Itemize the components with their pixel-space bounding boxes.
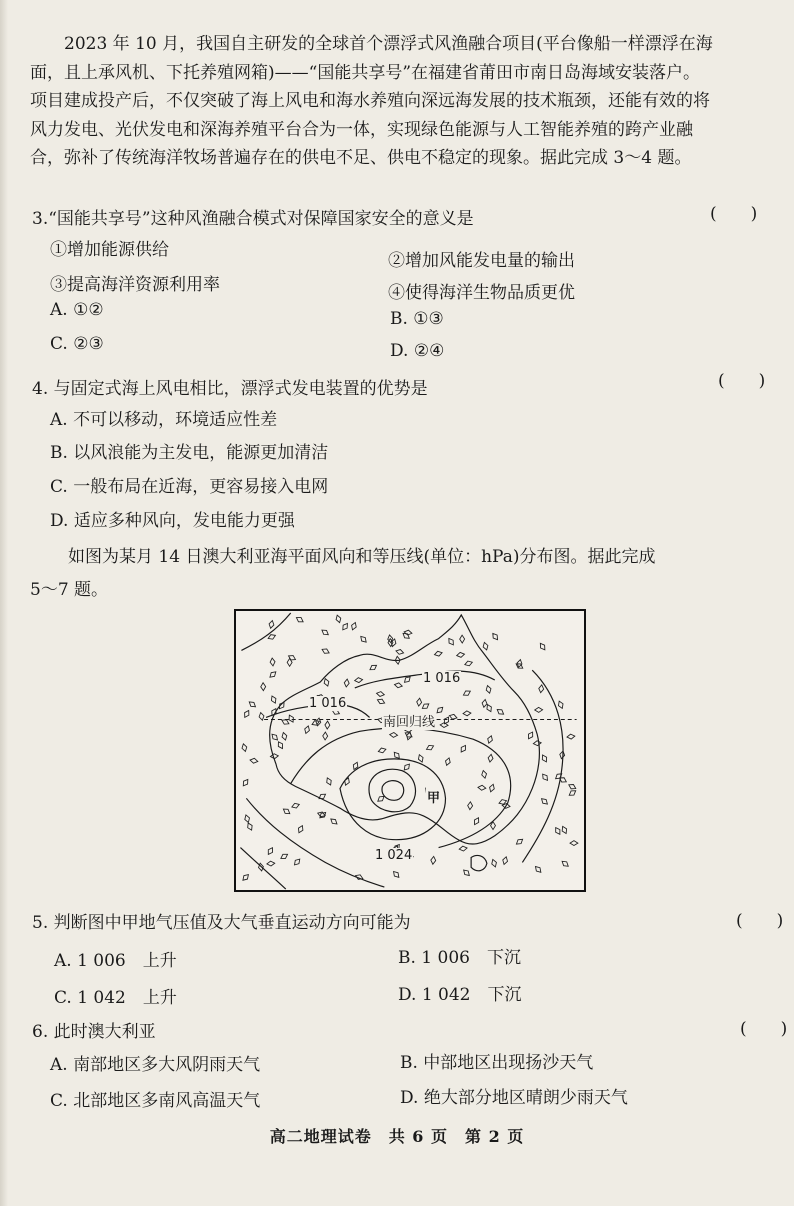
wind-arrow-icon (376, 691, 385, 697)
wind-arrow-icon (464, 660, 473, 667)
wind-arrow-icon (394, 682, 403, 688)
wind-arrow-icon (281, 732, 288, 741)
wind-arrow-icon (335, 614, 342, 623)
q4-stem: 4. 与固定式海上风电相比，漂浮式发电装置的优势是 (32, 379, 428, 399)
q5-answer-bracket[interactable]: ( ) (736, 911, 784, 931)
wind-arrow-icon (568, 783, 577, 791)
wind-arrow-icon (248, 700, 257, 709)
wind-arrow-icon (270, 695, 278, 704)
wind-arrow-icon (459, 846, 467, 852)
q6-option-d[interactable]: D. 绝大部分地区晴朗少雨天气 (400, 1088, 628, 1108)
wind-arrow-icon (261, 683, 266, 691)
wind-arrow-icon (276, 741, 284, 750)
wind-arrow-icon (533, 740, 541, 746)
wind-arrow-icon (277, 701, 286, 710)
wind-arrow-icon (481, 770, 488, 779)
wind-arrow-icon (244, 814, 251, 823)
wind-arrow-icon (456, 652, 465, 658)
wind-arrow-icon (488, 784, 495, 793)
q4-option-c[interactable]: C. 一般布局在近海，更容易接入电网 (50, 477, 329, 497)
q4-option-d[interactable]: D. 适应多种风向，发电能力更强 (50, 511, 295, 531)
q3-option-c[interactable]: C. ②③ (50, 334, 104, 354)
wind-arrow-icon (557, 700, 565, 709)
wind-arrow-icon (463, 711, 471, 716)
isobar-label-left: 1 016 (309, 696, 347, 711)
wind-arrow-icon (243, 709, 251, 718)
wind-arrows (241, 614, 578, 882)
wind-arrow-icon (567, 734, 575, 740)
wind-arrow-icon (268, 670, 277, 679)
wind-arrow-icon (540, 754, 548, 763)
wind-arrow-icon (481, 699, 487, 708)
wind-arrow-icon (554, 826, 562, 835)
wind-arrow-icon (270, 658, 276, 666)
wind-arrow-icon (287, 714, 295, 723)
isobar-inner-2 (382, 781, 404, 801)
wind-arrow-icon (311, 719, 320, 727)
intro2-line-2: 5～7 题。 (30, 580, 109, 600)
wind-arrow-icon (526, 731, 534, 740)
wind-arrow-icon (266, 846, 274, 855)
q6-option-c[interactable]: C. 北部地区多南风高温天气 (50, 1091, 261, 1111)
intro2-line-1: 如图为某月 14 日澳大利亚海平面风向和等压线(单位：hPa)分布图。据此完成 (68, 547, 656, 567)
wind-arrow-icon (241, 778, 250, 787)
wind-arrow-icon (323, 678, 330, 687)
wind-arrow-icon (395, 649, 404, 656)
wind-arrow-icon (561, 859, 570, 868)
wind-arrow-icon (320, 628, 329, 637)
tropic-label: 南回归线 (382, 711, 436, 730)
wind-arrow-icon (502, 856, 509, 865)
wind-arrow-icon (241, 743, 248, 752)
wind-arrow-icon (325, 721, 330, 729)
q6-option-a[interactable]: A. 南部地区多大风阴雨天气 (50, 1055, 261, 1075)
wind-arrow-icon (541, 773, 550, 782)
wind-arrow-icon (250, 758, 259, 764)
isobar-label-bottom: 1 024 (375, 848, 413, 863)
wind-arrow-icon (462, 689, 471, 697)
wind-arrow-icon (280, 852, 289, 860)
wind-arrow-icon (498, 798, 507, 805)
wind-arrow-icon (449, 713, 458, 720)
wind-arrow-icon (467, 802, 472, 810)
wind-arrow-icon (369, 663, 378, 671)
wind-arrow-icon (496, 708, 505, 717)
wind-arrow-icon (559, 750, 565, 759)
wind-arrow-icon (460, 635, 465, 643)
q3-item-4: ④使得海洋生物品质更优 (388, 283, 575, 303)
wind-arrow-icon (350, 622, 357, 631)
wind-arrow-icon (293, 857, 302, 866)
wind-arrow-icon (270, 753, 278, 759)
wind-arrow-icon (554, 772, 563, 781)
wind-arrow-icon (354, 677, 362, 683)
wind-arrow-icon (490, 859, 497, 868)
isobar-1020 (291, 728, 511, 848)
wind-arrow-icon (421, 702, 430, 711)
q5-option-b[interactable]: B. 1 006 下沉 (398, 948, 521, 968)
wind-arrow-icon (241, 873, 250, 882)
wind-arrow-icon (430, 856, 436, 864)
wind-arrow-icon (570, 841, 578, 846)
wind-arrow-icon (246, 822, 254, 831)
wind-arrow-icon (540, 797, 549, 806)
center-label-jia: 甲 (426, 787, 441, 806)
wind-arrow-icon (297, 825, 305, 834)
wind-arrow-icon (352, 761, 360, 770)
wind-arrow-icon (282, 807, 291, 816)
wind-arrow-icon (568, 789, 577, 798)
wind-arrow-icon (444, 757, 451, 766)
wind-arrow-icon (325, 777, 333, 786)
wind-arrow-icon (560, 825, 568, 834)
wind-arrow-icon (295, 615, 304, 623)
wind-arrow-icon (447, 637, 456, 646)
wind-arrow-icon (478, 785, 486, 791)
wind-arrow-icon (402, 762, 411, 771)
isobar-sea-northwest (241, 613, 290, 650)
intro-line-1: 2023 年 10 月，我国自主研发的全球首个漂浮式风渔融合项目(平台像船一样漂浮在海 (64, 34, 713, 54)
wind-arrow-icon (487, 754, 493, 763)
q6-option-b[interactable]: B. 中部地区出现扬沙天气 (400, 1053, 594, 1073)
q5-stem: 5. 判断图中甲地气压值及大气垂直运动方向可能为 (32, 913, 411, 933)
q4-answer-bracket[interactable]: ( ) (718, 371, 766, 391)
wind-arrow-icon (416, 698, 422, 706)
q6-stem: 6. 此时澳大利亚 (32, 1022, 156, 1042)
wind-arrow-icon (482, 642, 489, 651)
australia-isobar-map (234, 609, 586, 892)
q5-option-d[interactable]: D. 1 042 下沉 (398, 985, 522, 1005)
wind-arrow-icon (270, 733, 279, 742)
wind-arrow-icon (291, 802, 300, 809)
q3-answer-bracket[interactable]: ( ) (710, 204, 758, 224)
q3-item-1: ①增加能源供给 (50, 240, 169, 260)
isobar-sea-southwest (246, 798, 384, 887)
wind-arrow-icon (417, 754, 424, 763)
q3-option-a[interactable]: A. ①② (50, 300, 104, 320)
wind-arrow-icon (392, 870, 401, 879)
wind-arrow-icon (376, 698, 385, 706)
wind-arrow-icon (425, 744, 434, 752)
wind-arrow-icon (538, 685, 544, 693)
wind-arrow-icon (321, 647, 330, 655)
isobar-inner-1 (369, 769, 415, 812)
isobar-label-top: 1 016 (423, 671, 461, 686)
intro-passage (30, 30, 778, 173)
tasmania-coastline (471, 855, 487, 870)
q4-option-a[interactable]: A. 不可以移动，环境适应性差 (50, 410, 278, 430)
wind-arrow-icon (434, 650, 443, 657)
wind-arrow-icon (341, 622, 350, 631)
wind-arrow-icon (491, 632, 500, 641)
wind-arrow-icon (268, 620, 275, 629)
q3-item-3: ③提高海洋资源利用率 (50, 275, 220, 295)
wind-arrow-icon (258, 712, 264, 721)
wind-arrow-icon (535, 707, 543, 712)
intro-line-2: 面，且上承风机、下托养殖网箱)——“国能共享号”在福建省莆田市南日岛海域安装落户。 (30, 62, 701, 83)
wind-arrow-icon (538, 642, 547, 651)
q5-option-c[interactable]: C. 1 042 上升 (54, 988, 177, 1008)
page-footer: 高二地理试卷 共 6 页 第 2 页 (269, 1127, 525, 1146)
q5-option-a[interactable]: A. 1 006 上升 (54, 951, 177, 971)
wind-arrow-icon (472, 817, 480, 826)
wind-arrow-icon (378, 747, 387, 754)
q3-stem: 3.“国能共享号”这种风渔融合模式对保障国家安全的意义是 (32, 209, 474, 229)
wind-arrow-icon (486, 735, 493, 744)
wind-arrow-icon (515, 837, 524, 846)
wind-arrow-icon (402, 631, 411, 640)
q3-option-d[interactable]: D. ②④ (390, 341, 445, 361)
wind-arrow-icon (267, 861, 275, 867)
intro-line-3: 项目建成投产后，不仅突破了海上风电和海水养殖向深远海发展的技术瓶颈，还能有效的将 (30, 91, 710, 111)
wind-arrow-icon (459, 744, 467, 753)
intro-line-5: 合，弥补了传统海洋牧场普遍存在的供电不足、供电不稳定的现象。据此完成 3～4 题。 (30, 148, 692, 168)
wind-arrow-icon (389, 732, 397, 738)
isobar-sea-east (522, 670, 563, 862)
wind-arrow-icon (359, 635, 368, 644)
wind-arrow-icon (435, 706, 444, 715)
wind-arrow-icon (329, 817, 338, 826)
wind-arrow-icon (304, 725, 311, 734)
q6-answer-bracket[interactable]: ( ) (740, 1019, 788, 1039)
wind-arrow-icon (344, 679, 350, 687)
wind-arrow-icon (323, 732, 328, 740)
page-edge-shadow (0, 0, 8, 1206)
wind-arrow-icon (534, 865, 543, 874)
wind-arrow-icon (462, 868, 471, 877)
q4-option-b[interactable]: B. 以风浪能为主发电，能源更加清洁 (50, 443, 329, 463)
intro-line-4: 风力发电、光伏发电和深海养殖平台合为一体，实现绿色能源与人工智能养殖的跨产业融 (30, 119, 693, 140)
q3-item-2: ②增加风能发电量的输出 (388, 251, 575, 271)
wind-arrow-icon (485, 685, 492, 694)
q3-option-b[interactable]: B. ①③ (390, 309, 444, 329)
